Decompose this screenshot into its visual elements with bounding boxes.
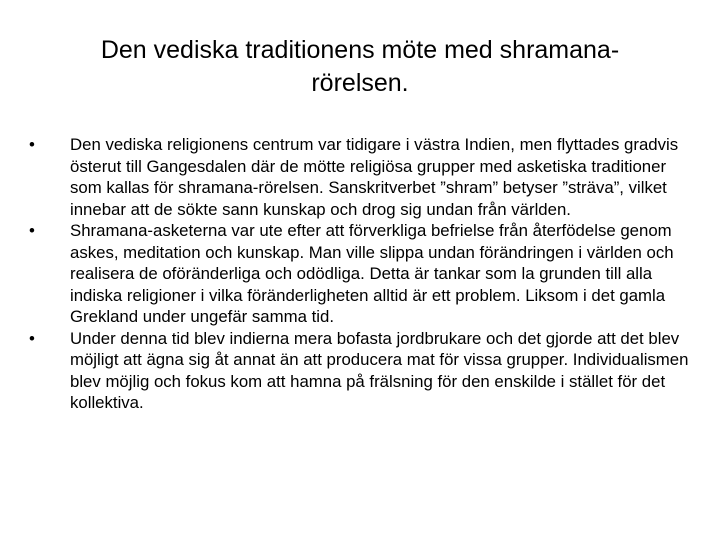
slide-title-line-2: rörelsen. xyxy=(311,69,409,97)
slide-title xyxy=(40,34,680,100)
bullet-list xyxy=(25,134,695,414)
slide-title-line-1: Den vediska traditionens möte med shramana- xyxy=(100,36,620,64)
bullet-icon: • xyxy=(29,328,35,348)
bullet-text-2: Shramana-asketerna var ute efter att förverkliga befrielse från återfödelse genom askes, meditation och kunskap. Man ville slippa undan förändringen i världen och realisera de oföränderliga och odödliga. Detta är tankar som la grunden till alla indiska religioner i vilka föränderligheten alltid är ett problem. Liksom i det gamla Grekland under ungefär samma tid. xyxy=(70,221,674,326)
bullet-icon: • xyxy=(29,221,35,240)
bullet-item-2 xyxy=(25,220,695,328)
bullet-text-3: Under denna tid blev indierna mera bofasta jordbrukare och det gjorde att det blev möjligt att ägna sig åt annat än att producera mat för vissa grupper. Individualismen blev möjlig och fokus kom att hamna på frälsning för den enskilde i stället för det kollektiva. xyxy=(70,328,689,412)
bullet-item-3 xyxy=(25,328,695,414)
bullet-icon: • xyxy=(29,135,35,154)
bullet-item-1 xyxy=(25,134,695,220)
bullet-text-1: Den vediska religionens centrum var tidigare i västra Indien, men flyttades gradvis österut till Gangesdalen där de mötte religiösa grupper med asketiska traditioner som kallas för shramana-rörelsen. Sanskritverbet ”shram” betyser ”sträva”, vilket innebar att de sökte sann kunskap och drog sig undan från världen. xyxy=(70,135,679,219)
